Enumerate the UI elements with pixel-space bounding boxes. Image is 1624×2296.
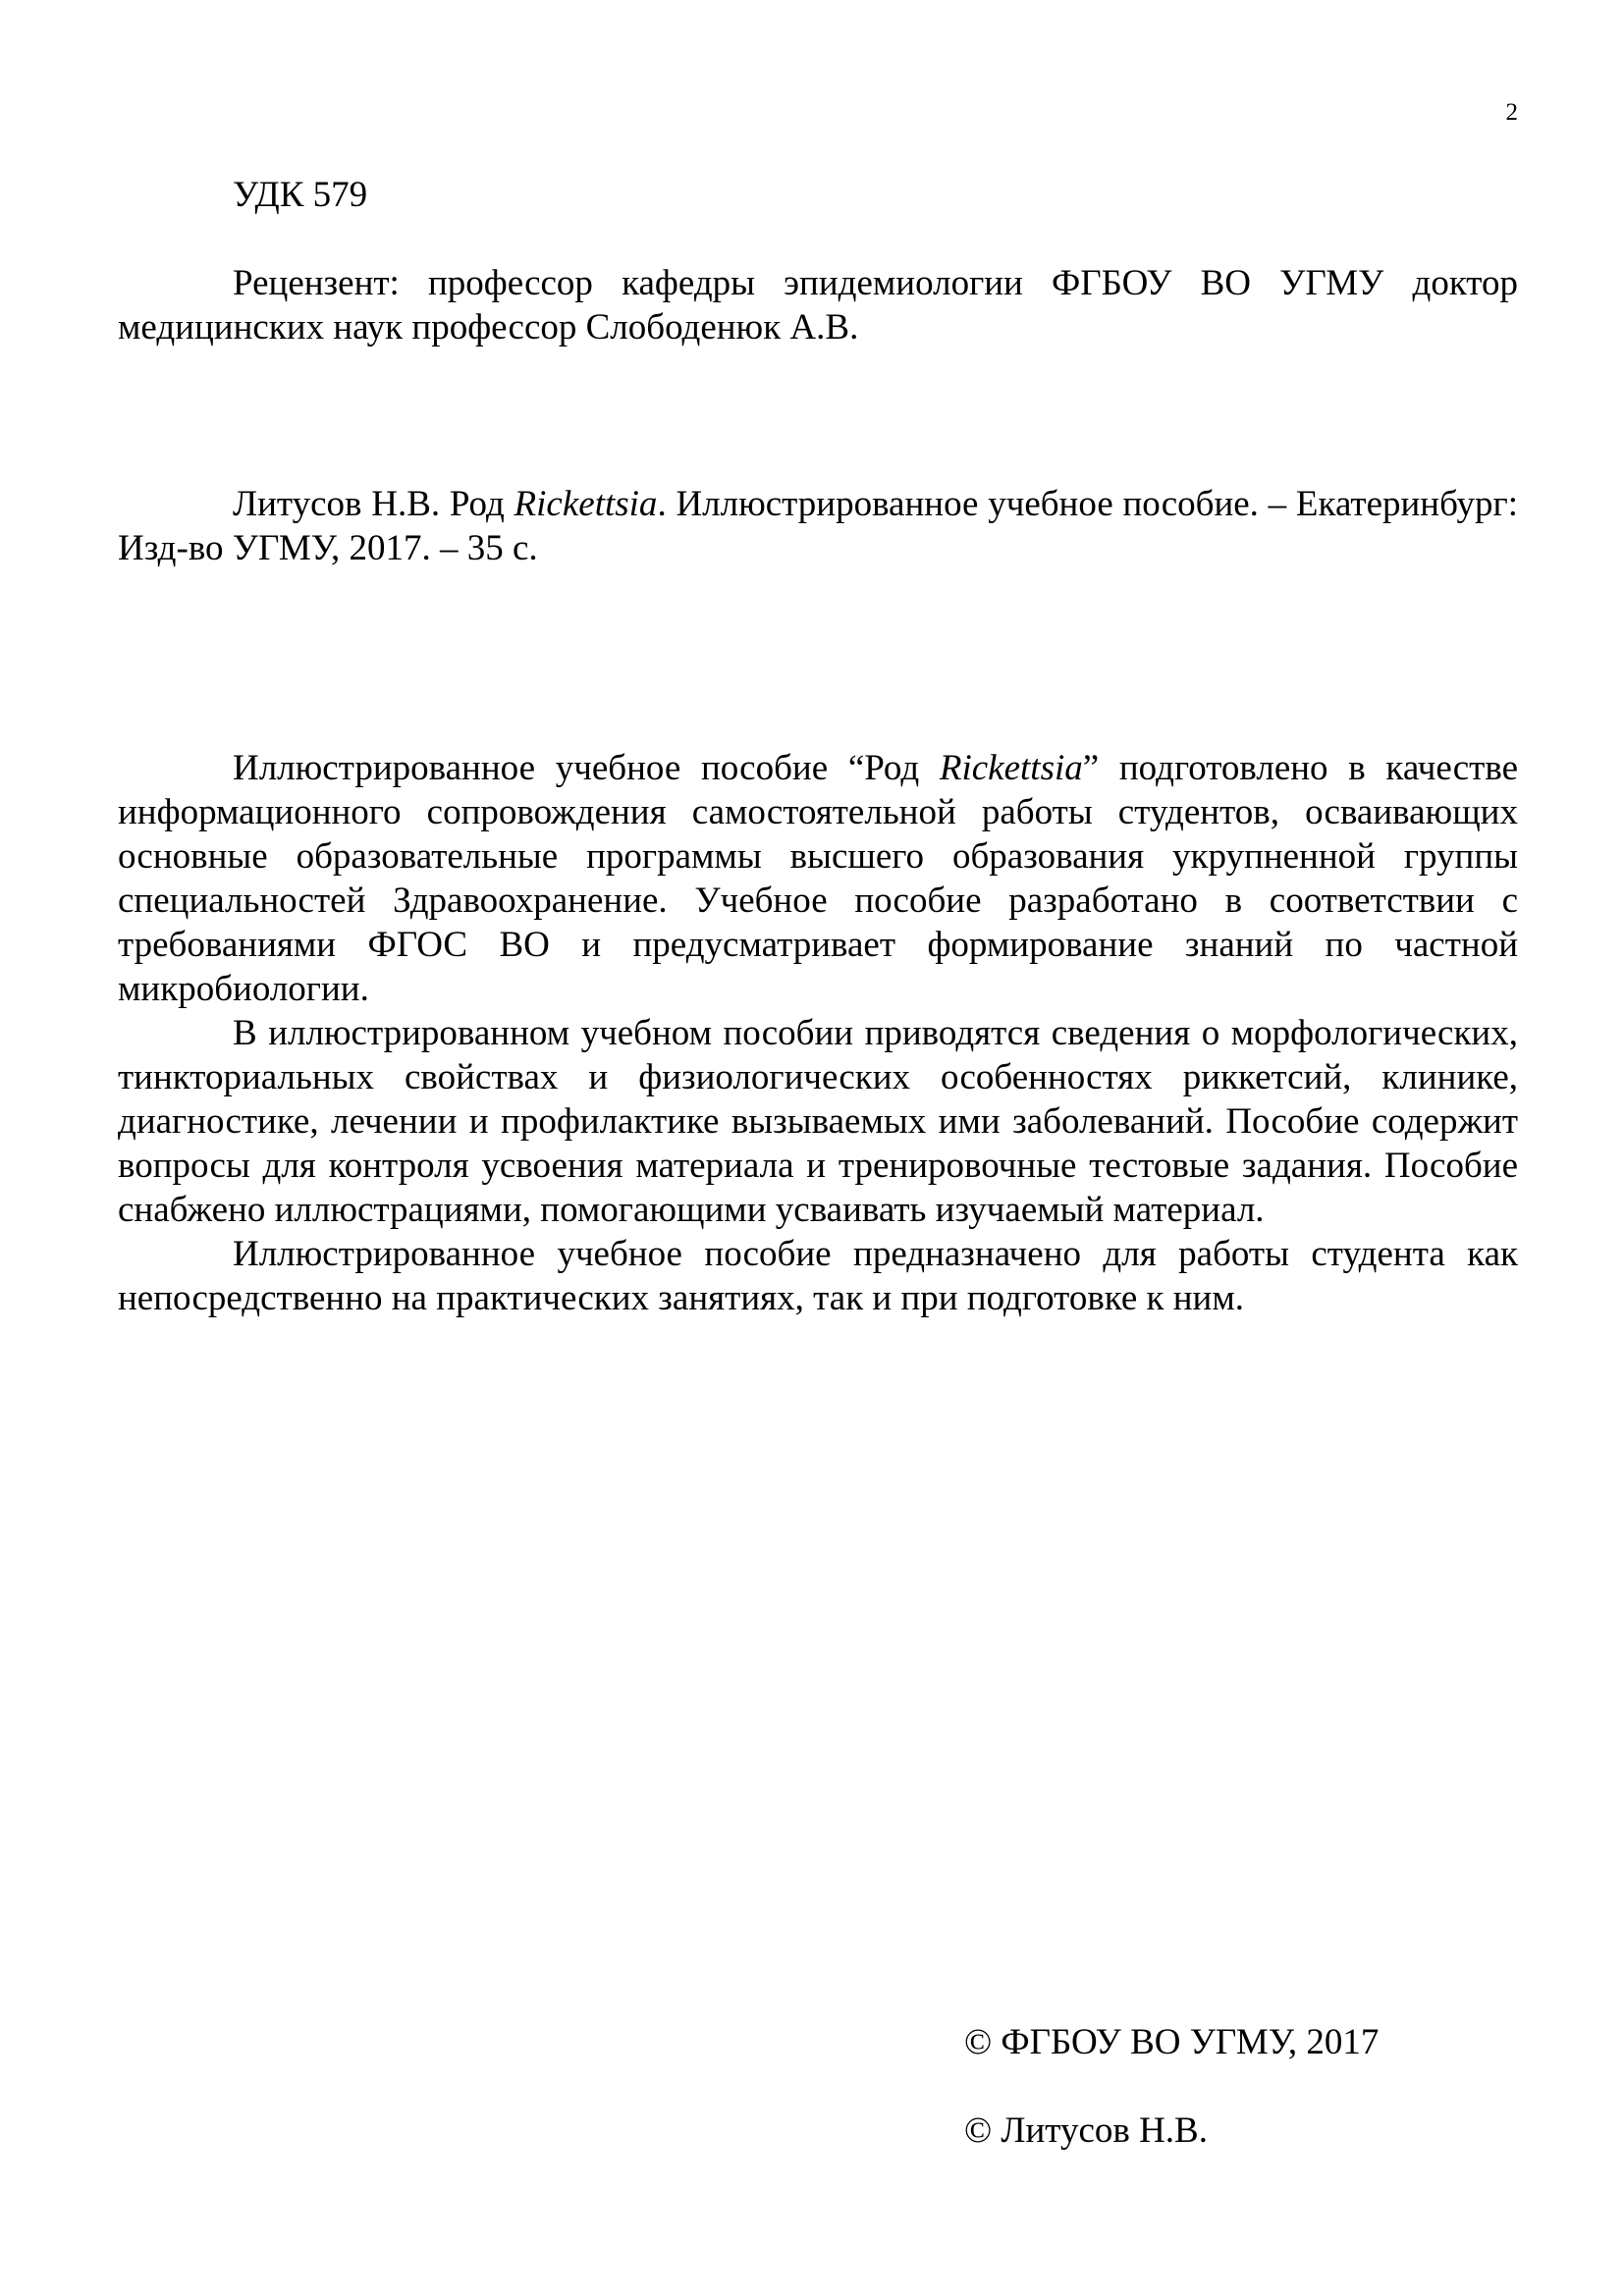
- annotation: [118, 746, 1518, 1320]
- citation-genus-name: Rickettsia: [514, 484, 658, 524]
- annotation-paragraph-3: Иллюстрированное учебное пособие предназначено для работы студента как непосредственно на практических занятиях, так и при подготовке к ним.: [118, 1234, 1518, 1318]
- annotation-genus-name: Rickettsia: [939, 748, 1083, 788]
- page-number: 2: [1505, 99, 1518, 126]
- citation-publication-info: . Иллюстрированное учебное пособие. – Екатеринбург: Изд-во УГМУ, 2017. – 35 с.: [118, 484, 1518, 568]
- annotation-paragraph-2: В иллюстрированном учебном пособии приводятся сведения о морфологических, тинкториальных свойствах и физиологических особенностях риккетсий, клинике, диагностике, лечении и профилактике вызываемых ими заболеваний. Пособие содержит вопросы для контроля усвоения материала и тренировочные тестовые задания. Пособие снабжено иллюстрациями, помогающими усваивать изучаемый материал.: [118, 1013, 1518, 1230]
- reviewer-block: [118, 261, 1518, 349]
- citation-text: [118, 482, 1518, 570]
- copyright-author: © Литусов Н.В.: [964, 2110, 1208, 2151]
- udk-block: [118, 173, 1518, 217]
- annotation-p1-start: Иллюстрированное учебное пособие “Род: [233, 748, 940, 788]
- annotation-paragraph-1: [118, 746, 1518, 1011]
- bibliographic-citation: [118, 482, 1518, 570]
- udk-code: УДК 579: [233, 175, 368, 215]
- citation-author-title: Литусов Н.В. Род: [233, 484, 514, 524]
- reviewer-text: Рецензент: профессор кафедры эпидемиологии ФГБОУ ВО УГМУ доктор медицинских наук профессор Слободенюк А.В.: [118, 263, 1518, 347]
- copyright-university: © ФГБОУ ВО УГМУ, 2017: [964, 2022, 1380, 2062]
- annotation-p1-rest: ” подготовлено в качестве информационного сопровождения самостоятельной работы студентов, осваивающих основные образовательные программы высшего образования укрупненной группы специальностей Здравоохранение. Учебное пособие разработано в соответствии с требованиями ФГОС ВО и предусматривает формирование знаний по частной микробиологии.: [118, 748, 1519, 1009]
